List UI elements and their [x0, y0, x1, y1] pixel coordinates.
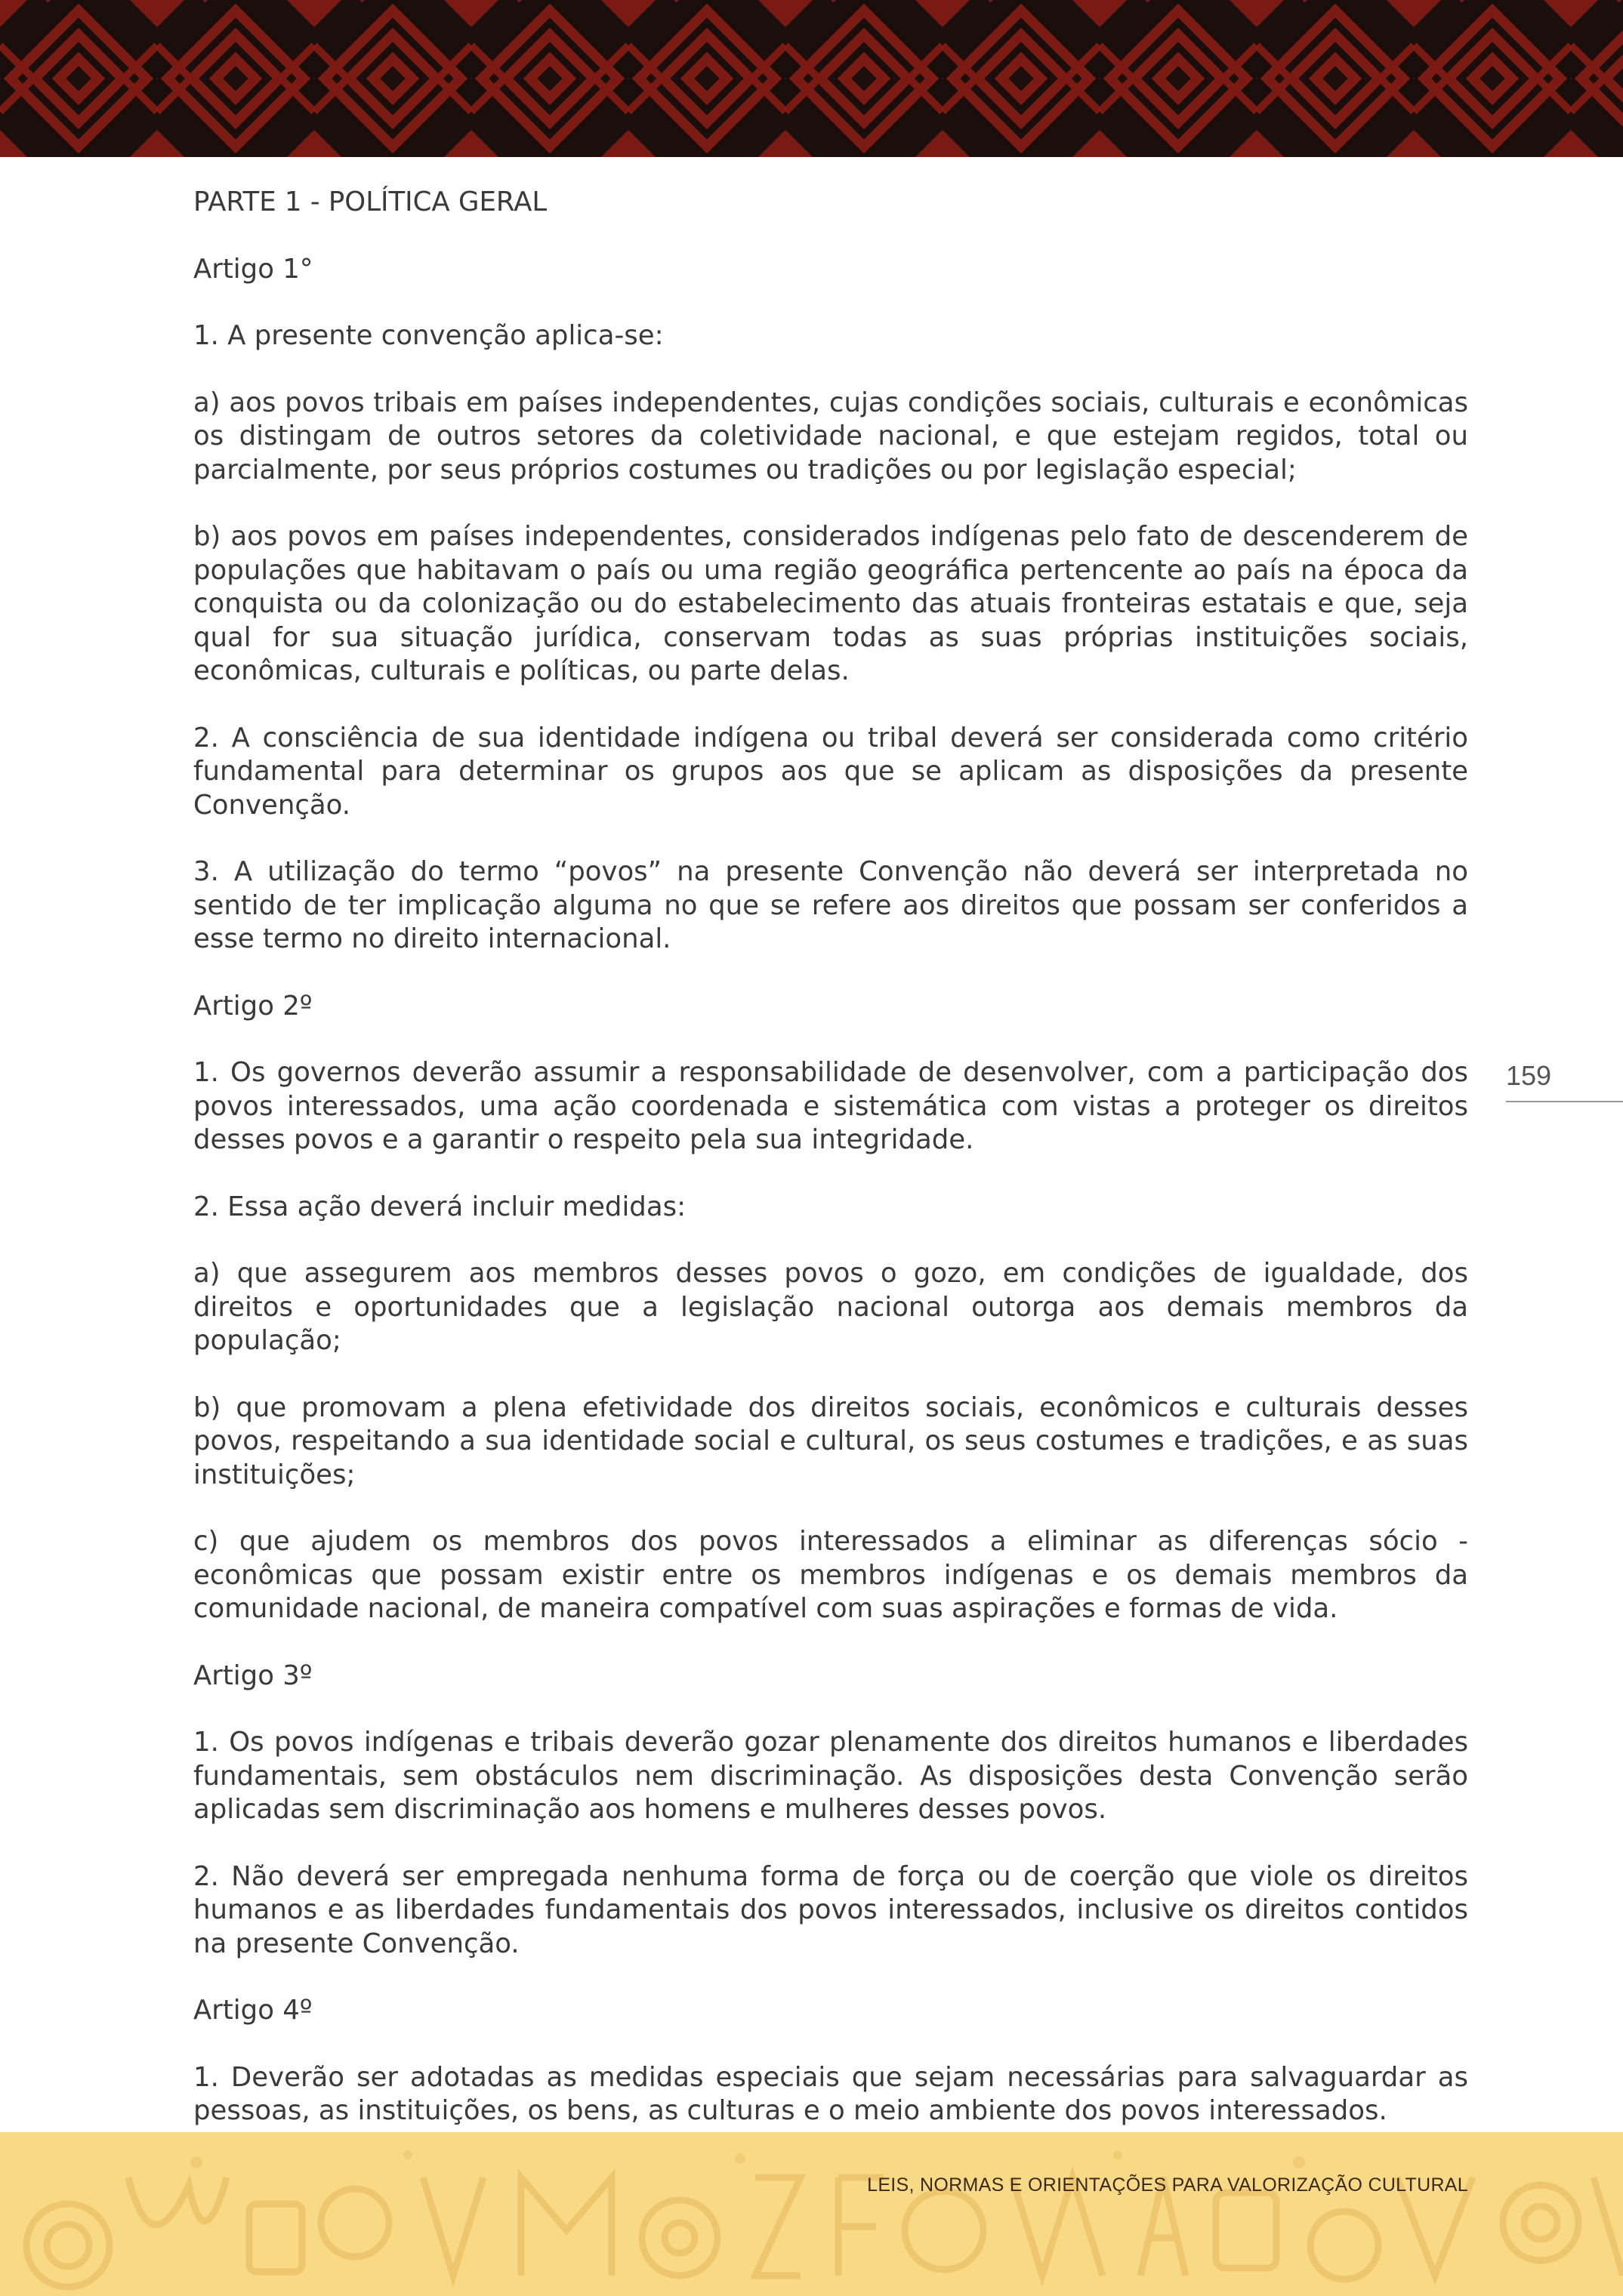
- page-number-rule: [1506, 1101, 1623, 1102]
- paragraph: b) aos povos em países independentes, considerados indígenas pelo fato de descenderem de populações que habitavam o país ou uma região geográfica pertencente ao país na época da conquista ou da colonização ou do estabelecimento das atuais fronteiras estatais e que, seja qual for sua situação jurídica, conservam todas as suas próprias instituições sociais, econômicas, culturais e políticas, ou parte delas.: [193, 521, 1468, 686]
- article-heading: Artigo 2º: [193, 990, 313, 1022]
- article-heading: Artigo 4º: [193, 1995, 313, 2026]
- page-number: 159: [1506, 1060, 1552, 1091]
- document-body: [193, 186, 1468, 2162]
- header-pattern-band: [0, 0, 1623, 157]
- paragraph: 2. Essa ação deverá incluir medidas:: [193, 1191, 687, 1222]
- paragraph: b) que promovam a plena efetividade dos direitos sociais, econômicos e culturais desses povos, respeitando a sua identidade social e cultural, os seus costumes e tradições, e as suas instituições;: [193, 1391, 1468, 1490]
- paragraph: a) que assegurem aos membros desses povos o gozo, em condições de igualdade, dos direitos e oportunidades que a legislação nacional outorga aos demais membros da população;: [193, 1258, 1468, 1356]
- paragraph: 2. Não deverá ser empregada nenhuma forma de força ou de coerção que viole os direitos humanos e as liberdades fundamentais dos povos interessados, inclusive os direitos contidos na presente Convenção.: [193, 1860, 1468, 1959]
- paragraph: c) que ajudem os membros dos povos interessados a eliminar as diferenças sócio - econômicas que possam existir entre os membros indígenas e os demais membros da comunidade nacional, de maneira compatível com suas aspirações e formas de vida.: [193, 1526, 1468, 1624]
- paragraph: 2. A consciência de sua identidade indígena ou tribal deverá ser considerada como critério fundamental para determinar os grupos aos que se aplicam as disposições da presente Convenção.: [193, 722, 1468, 821]
- paragraph: 3. A utilização do termo “povos” na presente Convenção não deverá ser interpretada no sentido de ter implicação alguma no que se refere aos direitos que possam ser conferidos a esse termo no direito internacional.: [193, 856, 1468, 954]
- footer-pattern-band: [0, 2132, 1623, 2296]
- paragraph: 1. Os governos deverão assumir a responsabilidade de desenvolver, com a participação dos povos interessados, uma ação coordenada e sistemática com vistas a proteger os direitos desses povos e a garantir o respeito pela sua integridade.: [193, 1057, 1468, 1155]
- paragraph: 1. Deverão ser adotadas as medidas especiais que sejam necessárias para salvaguardar as pessoas, as instituições, os bens, as culturas e o meio ambiente dos povos interessados.: [193, 2061, 1468, 2126]
- section-heading: PARTE 1 - POLÍTICA GERAL: [193, 186, 548, 217]
- paragraph: 1. A presente convenção aplica-se:: [193, 320, 664, 351]
- footer-title: LEIS, NORMAS E ORIENTAÇÕES PARA VALORIZAÇÃO CULTURAL: [867, 2174, 1468, 2196]
- article-heading: Artigo 1°: [193, 253, 313, 285]
- paragraph: 1. Os povos indígenas e tribais deverão gozar plenamente dos direitos humanos e liberdades fundamentais, sem obstáculos nem discriminação. As disposições desta Convenção serão aplicadas sem discriminação aos homens e mulheres desses povos.: [193, 1727, 1468, 1825]
- paragraph: a) aos povos tribais em países independentes, cujas condições sociais, culturais e econômicas os distingam de outros setores da coletividade nacional, e que estejam regidos, total ou parcialmente, por seus próprios costumes ou tradições ou por legislação especial;: [193, 387, 1468, 485]
- article-heading: Artigo 3º: [193, 1660, 313, 1691]
